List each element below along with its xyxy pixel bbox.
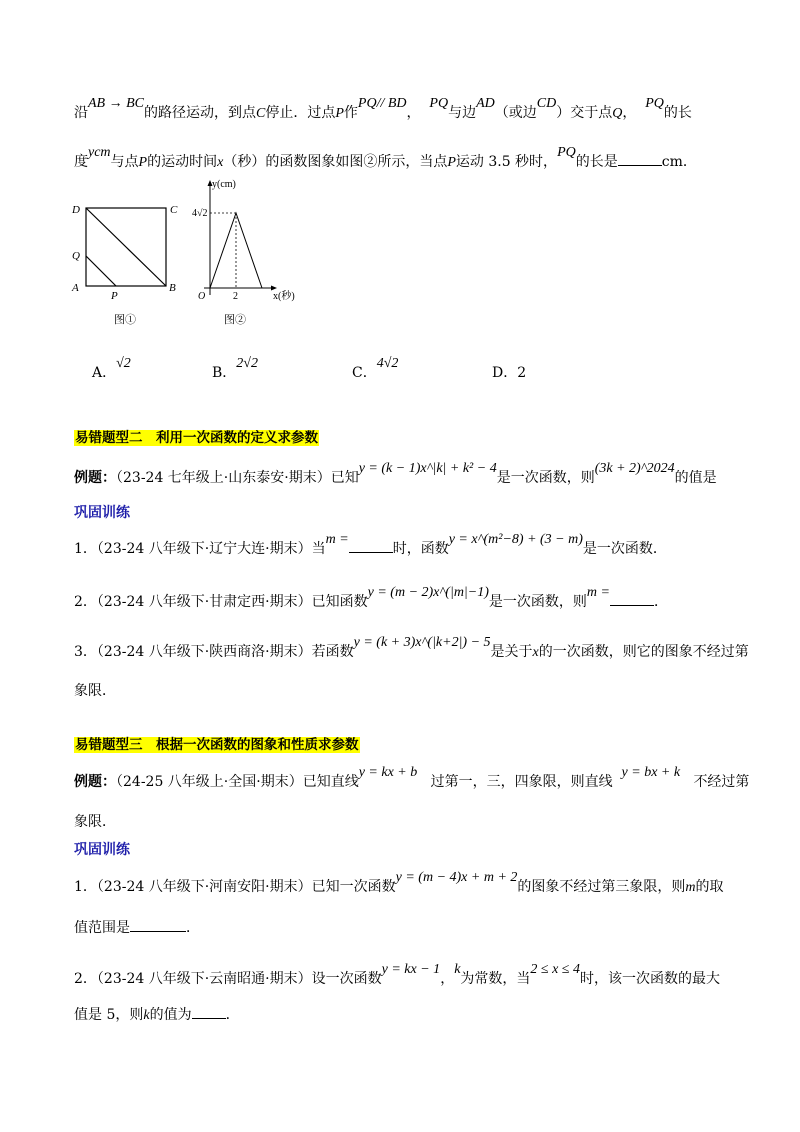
text: （23-24 七年级上·山东泰安·期末）已知 — [116, 470, 359, 486]
y-axis-label: y(cm) — [212, 179, 236, 190]
math-cd: CD — [536, 96, 557, 111]
section-2-q2 — [74, 585, 668, 613]
y-tick-label: 4√2 — [192, 208, 208, 219]
math-expression: y = kx + b — [358, 765, 418, 780]
text: 的一次函数，则它的图象不经过第 — [538, 644, 749, 660]
text: 的值是 — [674, 470, 717, 486]
option-a[interactable] — [92, 356, 131, 382]
text: 与点 — [110, 154, 139, 170]
label-a: A — [72, 282, 79, 294]
option-value: 4√2 — [376, 356, 399, 371]
practice-heading: 巩固训练 — [74, 842, 130, 858]
section-3-q1 — [74, 870, 724, 898]
section-3-q2-cont — [74, 1004, 240, 1026]
question-number: 2． — [74, 594, 97, 610]
text: 的运动时间 — [147, 154, 218, 170]
answer-blank[interactable] — [610, 591, 654, 606]
example-label: 例题： — [74, 470, 116, 486]
text: 为常数，当 — [460, 971, 531, 987]
math-expression: m = — [586, 585, 610, 600]
var-x: x — [532, 645, 539, 660]
problem-line-2 — [74, 145, 697, 173]
option-value: 2 — [517, 365, 527, 381]
text: 作 — [343, 105, 358, 121]
math-ycm: ycm — [88, 145, 111, 160]
text: cm． — [661, 154, 697, 170]
figure-2-caption: 图② — [224, 314, 246, 326]
text: 值范围是 — [74, 920, 130, 936]
section-3-practice-heading — [74, 840, 130, 860]
var-x: x — [217, 155, 224, 170]
section-2-practice-heading — [74, 503, 130, 523]
text: 的路径运动，到点 — [144, 105, 256, 121]
answer-blank[interactable] — [618, 151, 662, 166]
label-b: B — [169, 282, 176, 294]
diagonal-bd — [86, 208, 166, 286]
var-k: k — [143, 1008, 150, 1023]
text: 运动 3.5 秒时， — [455, 154, 558, 170]
label-d: D — [72, 204, 80, 216]
option-letter: A． — [92, 365, 117, 381]
var-p: P — [138, 155, 148, 170]
math-ab-bc: AB → BC — [88, 96, 144, 111]
option-letter: B． — [212, 365, 237, 381]
text: 是一次函数，则 — [488, 594, 587, 610]
text: 度 — [74, 154, 88, 170]
text: （23-24 八年级下·陕西商洛·期末）若函数 — [96, 644, 354, 660]
text: （23-24 八年级下·甘肃定西·期末）已知函数 — [96, 594, 368, 610]
segment-pq — [86, 256, 116, 286]
figure-2-graph — [192, 175, 312, 330]
math-ad: AD — [476, 96, 495, 111]
text: ． — [653, 594, 668, 610]
text: （23-24 八年级下·河南安阳·期末）已知一次函数 — [96, 879, 396, 895]
text: ． — [225, 1007, 240, 1023]
section-heading: 易错题型三 根据一次函数的图象和性质求参数 — [75, 737, 359, 753]
text: 与边 — [448, 105, 477, 121]
question-number: 1． — [74, 541, 97, 557]
text: （23-24 八年级下·辽宁大连·期末）当 — [96, 541, 326, 557]
math-pq-parallel-bd: PQ// BD — [357, 96, 407, 111]
option-c[interactable] — [352, 356, 399, 382]
answer-blank[interactable] — [192, 1004, 226, 1019]
math-expression: y = (m − 2)x^(|m|−1) — [367, 585, 489, 600]
var-p: P — [335, 106, 344, 121]
section-3-heading — [74, 735, 360, 755]
text: 是一次函数． — [582, 541, 667, 557]
text: ）交于点 — [556, 105, 613, 121]
question-number: 3． — [74, 644, 97, 660]
option-b[interactable] — [212, 356, 258, 382]
section-3-q2 — [74, 962, 720, 990]
label-q: Q — [72, 250, 80, 262]
text: 时，该一次函数的最大 — [580, 971, 720, 987]
var-c: C — [256, 106, 266, 121]
text: 的长是 — [575, 154, 618, 170]
var-p: P — [447, 155, 456, 170]
answer-blank[interactable] — [349, 538, 393, 553]
text: 象限． — [74, 814, 116, 830]
text: 不经过第 — [693, 774, 750, 790]
text: 是一次函数，则 — [496, 470, 595, 486]
section-2-q1 — [74, 532, 667, 560]
text: ， — [440, 971, 455, 987]
text: 象限． — [74, 683, 116, 699]
text: 值是 5，则 — [74, 1007, 144, 1023]
text: 停止．过点 — [265, 105, 336, 121]
math-expression: y = x^(m²−8) + (3 − m) — [448, 532, 583, 547]
var-k: k — [454, 962, 461, 977]
section-3-example — [74, 765, 750, 793]
math-pq: PQ — [557, 145, 576, 160]
option-value: √2 — [116, 356, 131, 371]
section-3-q1-cont — [74, 917, 200, 938]
math-pq: PQ — [429, 96, 449, 111]
text: 时，函数 — [392, 541, 449, 557]
text: 过第一，三，四象限，则直线 — [430, 774, 613, 790]
section-3-example-cont — [74, 812, 116, 832]
x-tick-label: 2 — [233, 291, 238, 302]
math-expression: y = kx − 1 — [381, 962, 441, 977]
example-label: 例题： — [74, 774, 116, 790]
section-heading: 易错题型二 利用一次函数的定义求参数 — [75, 430, 318, 446]
figure-1-caption: 图① — [114, 314, 136, 326]
var-q: Q — [612, 106, 623, 121]
answer-blank[interactable] — [130, 917, 186, 932]
origin-label: O — [198, 291, 206, 302]
text: 是关于 — [490, 644, 533, 660]
section-2-q3 — [74, 635, 749, 663]
x-axis-label: x(秒) — [273, 291, 295, 302]
text: （23-24 八年级下·云南昭通·期末）设一次函数 — [96, 971, 382, 987]
option-d[interactable] — [492, 362, 526, 382]
question-number: 2． — [74, 971, 97, 987]
text: （24-25 八年级上·全国·期末）已知直线 — [116, 774, 359, 790]
math-pq: PQ — [645, 96, 664, 111]
text: 的取 — [695, 879, 724, 895]
text: ． — [186, 920, 200, 936]
x-axis-arrow — [271, 286, 277, 291]
var-m: m — [685, 880, 696, 895]
math-expression: (3k + 2)^2024 — [594, 461, 675, 476]
problem-line-1 — [74, 96, 692, 124]
math-expression: y = (k − 1)x^|k| + k² − 4 — [358, 461, 497, 476]
figure-1-square — [66, 195, 186, 330]
section-2-q3-cont — [74, 681, 116, 701]
text: 的长 — [663, 105, 692, 121]
option-letter: D． — [492, 365, 518, 381]
text: ， — [622, 105, 637, 121]
option-value: 2√2 — [236, 356, 258, 371]
math-expression: y = (k + 3)x^(|k+2|) − 5 — [353, 635, 491, 650]
practice-heading: 巩固训练 — [74, 505, 130, 521]
label-p: P — [111, 290, 118, 302]
text: （秒）的函数图象如图②所示，当点 — [223, 154, 448, 170]
section-2-example — [74, 461, 717, 489]
math-expression: m = — [325, 532, 349, 547]
text: ， — [406, 105, 421, 121]
text: 的图象不经过第三象限，则 — [517, 879, 686, 895]
text: 沿 — [74, 105, 88, 121]
label-c: C — [170, 204, 178, 216]
math-expression: 2 ≤ x ≤ 4 — [530, 962, 580, 977]
math-expression: y = (m − 4)x + m + 2 — [395, 870, 518, 885]
option-letter: C． — [352, 365, 377, 381]
question-number: 1． — [74, 879, 97, 895]
text: （或边 — [494, 105, 537, 121]
text: 的值为 — [149, 1007, 192, 1023]
math-expression: y = bx + k — [621, 765, 681, 780]
section-2-heading — [74, 428, 319, 448]
